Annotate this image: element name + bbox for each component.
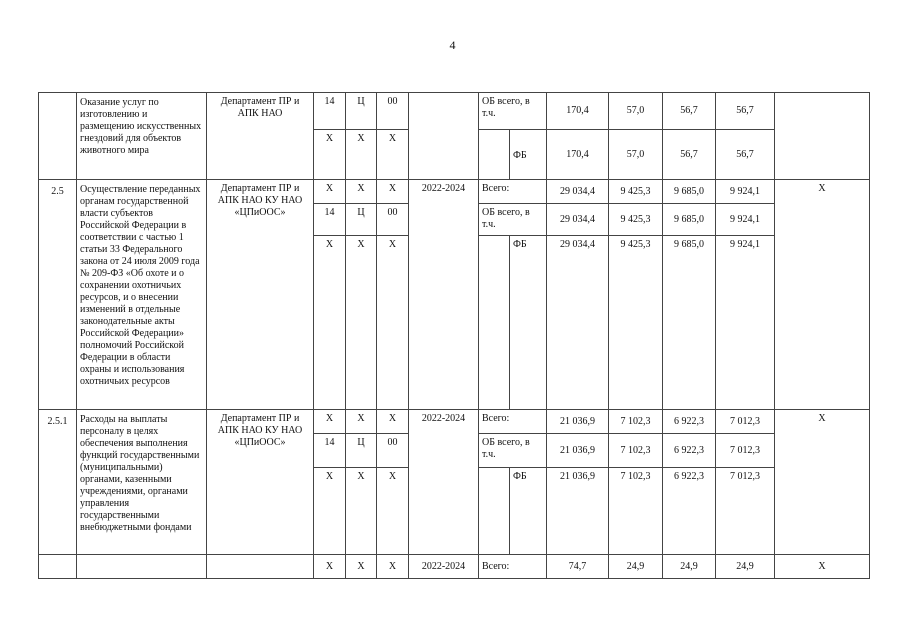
code-cell: Х	[346, 180, 377, 204]
code-cell: Х	[314, 468, 346, 555]
table-row	[39, 93, 870, 130]
code-cell: Х	[314, 555, 346, 579]
amount-cell: 9 685,0	[663, 180, 716, 204]
executor-cell: Департамент ПР и АПК НАО	[207, 93, 314, 180]
amount-cell: 57,0	[609, 93, 663, 130]
page-number: 4	[449, 38, 456, 52]
source-cell: ФБ	[510, 236, 547, 410]
result-cell	[775, 93, 870, 180]
amount-cell: 7 102,3	[609, 410, 663, 434]
amount-cell: 7 012,3	[716, 434, 775, 468]
source-spacer-cell	[479, 236, 510, 410]
table-row	[39, 410, 870, 434]
code-cell: Х	[314, 130, 346, 180]
row-number-cell: 2.5	[39, 180, 77, 410]
executor-cell	[207, 555, 314, 579]
code-cell: Ц	[346, 204, 377, 236]
amount-cell: 7 102,3	[609, 468, 663, 555]
amount-cell: 9 685,0	[663, 236, 716, 410]
table-row	[39, 180, 870, 204]
source-cell: ОБ всего, в т.ч.	[479, 434, 547, 468]
code-cell: Ц	[346, 434, 377, 468]
amount-cell: 56,7	[716, 93, 775, 130]
result-cell: Х	[775, 555, 870, 579]
code-cell: Х	[377, 180, 409, 204]
period-cell: 2022-2024	[409, 410, 479, 555]
period-cell: 2022-2024	[409, 555, 479, 579]
result-cell: Х	[775, 410, 870, 555]
code-cell: Х	[377, 130, 409, 180]
source-cell: ФБ	[510, 468, 547, 555]
amount-cell: 56,7	[663, 93, 716, 130]
amount-cell: 57,0	[609, 130, 663, 180]
source-cell: Всего:	[479, 410, 547, 434]
code-cell: Х	[377, 410, 409, 434]
code-cell: Х	[314, 236, 346, 410]
code-cell: Х	[346, 130, 377, 180]
amount-cell: 7 012,3	[716, 468, 775, 555]
amount-cell: 21 036,9	[547, 434, 609, 468]
measure-name-cell: Расходы на выплаты персоналу в целях обеспечения выполнения функций государственными (муниципальными) органами, казенными учреждениями, органами управления государственными внебюджетными фондами	[77, 410, 207, 555]
source-spacer-cell	[479, 130, 510, 180]
row-number-cell: 2.5.1	[39, 410, 77, 555]
budget-table	[38, 92, 870, 579]
amount-cell: 24,9	[609, 555, 663, 579]
source-cell: Всего:	[479, 180, 547, 204]
source-cell: ФБ	[510, 130, 547, 180]
code-cell: Х	[314, 410, 346, 434]
amount-cell: 21 036,9	[547, 410, 609, 434]
code-cell: Х	[377, 236, 409, 410]
amount-cell: 24,9	[716, 555, 775, 579]
measure-name-cell: Оказание услуг по изготовлению и размещению искусственных гнездовий для объектов животного мира	[77, 93, 207, 180]
period-cell	[409, 93, 479, 180]
amount-cell: 170,4	[547, 130, 609, 180]
amount-cell: 29 034,4	[547, 236, 609, 410]
amount-cell: 7 012,3	[716, 410, 775, 434]
code-cell: 00	[377, 434, 409, 468]
table-row	[39, 555, 870, 579]
code-cell: 00	[377, 93, 409, 130]
amount-cell: 7 102,3	[609, 434, 663, 468]
executor-cell: Департамент ПР и АПК НАО КУ НАО «ЦПиООС»	[207, 410, 314, 555]
code-cell: Х	[314, 180, 346, 204]
code-cell: Х	[346, 236, 377, 410]
source-cell: ОБ всего, в т.ч.	[479, 93, 547, 130]
amount-cell: 170,4	[547, 93, 609, 130]
amount-cell: 29 034,4	[547, 180, 609, 204]
amount-cell: 6 922,3	[663, 468, 716, 555]
result-cell: Х	[775, 180, 870, 410]
amount-cell: 6 922,3	[663, 410, 716, 434]
amount-cell: 9 425,3	[609, 236, 663, 410]
code-cell: Х	[346, 410, 377, 434]
code-cell: 14	[314, 93, 346, 130]
code-cell: 14	[314, 204, 346, 236]
amount-cell: 56,7	[663, 130, 716, 180]
code-cell: Х	[346, 468, 377, 555]
source-cell: ОБ всего, в т.ч.	[479, 204, 547, 236]
amount-cell: 6 922,3	[663, 434, 716, 468]
code-cell: Х	[346, 555, 377, 579]
amount-cell: 9 924,1	[716, 204, 775, 236]
amount-cell: 9 685,0	[663, 204, 716, 236]
code-cell: Ц	[346, 93, 377, 130]
period-cell: 2022-2024	[409, 180, 479, 410]
measure-name-cell	[77, 555, 207, 579]
amount-cell: 9 924,1	[716, 236, 775, 410]
code-cell: 00	[377, 204, 409, 236]
measure-name-cell: Осуществление переданных органам государственной власти субъектов Российской Федерации в соответствии с частью 1 статьи 33 Федерального закона от 24 июля 2009 года № 209-ФЗ «Об охоте и о сохранении охотничьих ресурсов, и о внесении изменений в отдельные законодательные акты Российской Федерации» полномочий Российской Федерации в области охраны и использования охотничьих ресурсов	[77, 180, 207, 410]
code-cell: Х	[377, 555, 409, 579]
amount-cell: 56,7	[716, 130, 775, 180]
source-cell: Всего:	[479, 555, 547, 579]
code-cell: Х	[377, 468, 409, 555]
amount-cell: 9 924,1	[716, 180, 775, 204]
executor-cell: Департамент ПР и АПК НАО КУ НАО «ЦПиООС»	[207, 180, 314, 410]
amount-cell: 29 034,4	[547, 204, 609, 236]
amount-cell: 9 425,3	[609, 204, 663, 236]
amount-cell: 21 036,9	[547, 468, 609, 555]
row-number-cell	[39, 93, 77, 180]
amount-cell: 74,7	[547, 555, 609, 579]
code-cell: 14	[314, 434, 346, 468]
amount-cell: 24,9	[663, 555, 716, 579]
amount-cell: 9 425,3	[609, 180, 663, 204]
source-spacer-cell	[479, 468, 510, 555]
row-number-cell	[39, 555, 77, 579]
